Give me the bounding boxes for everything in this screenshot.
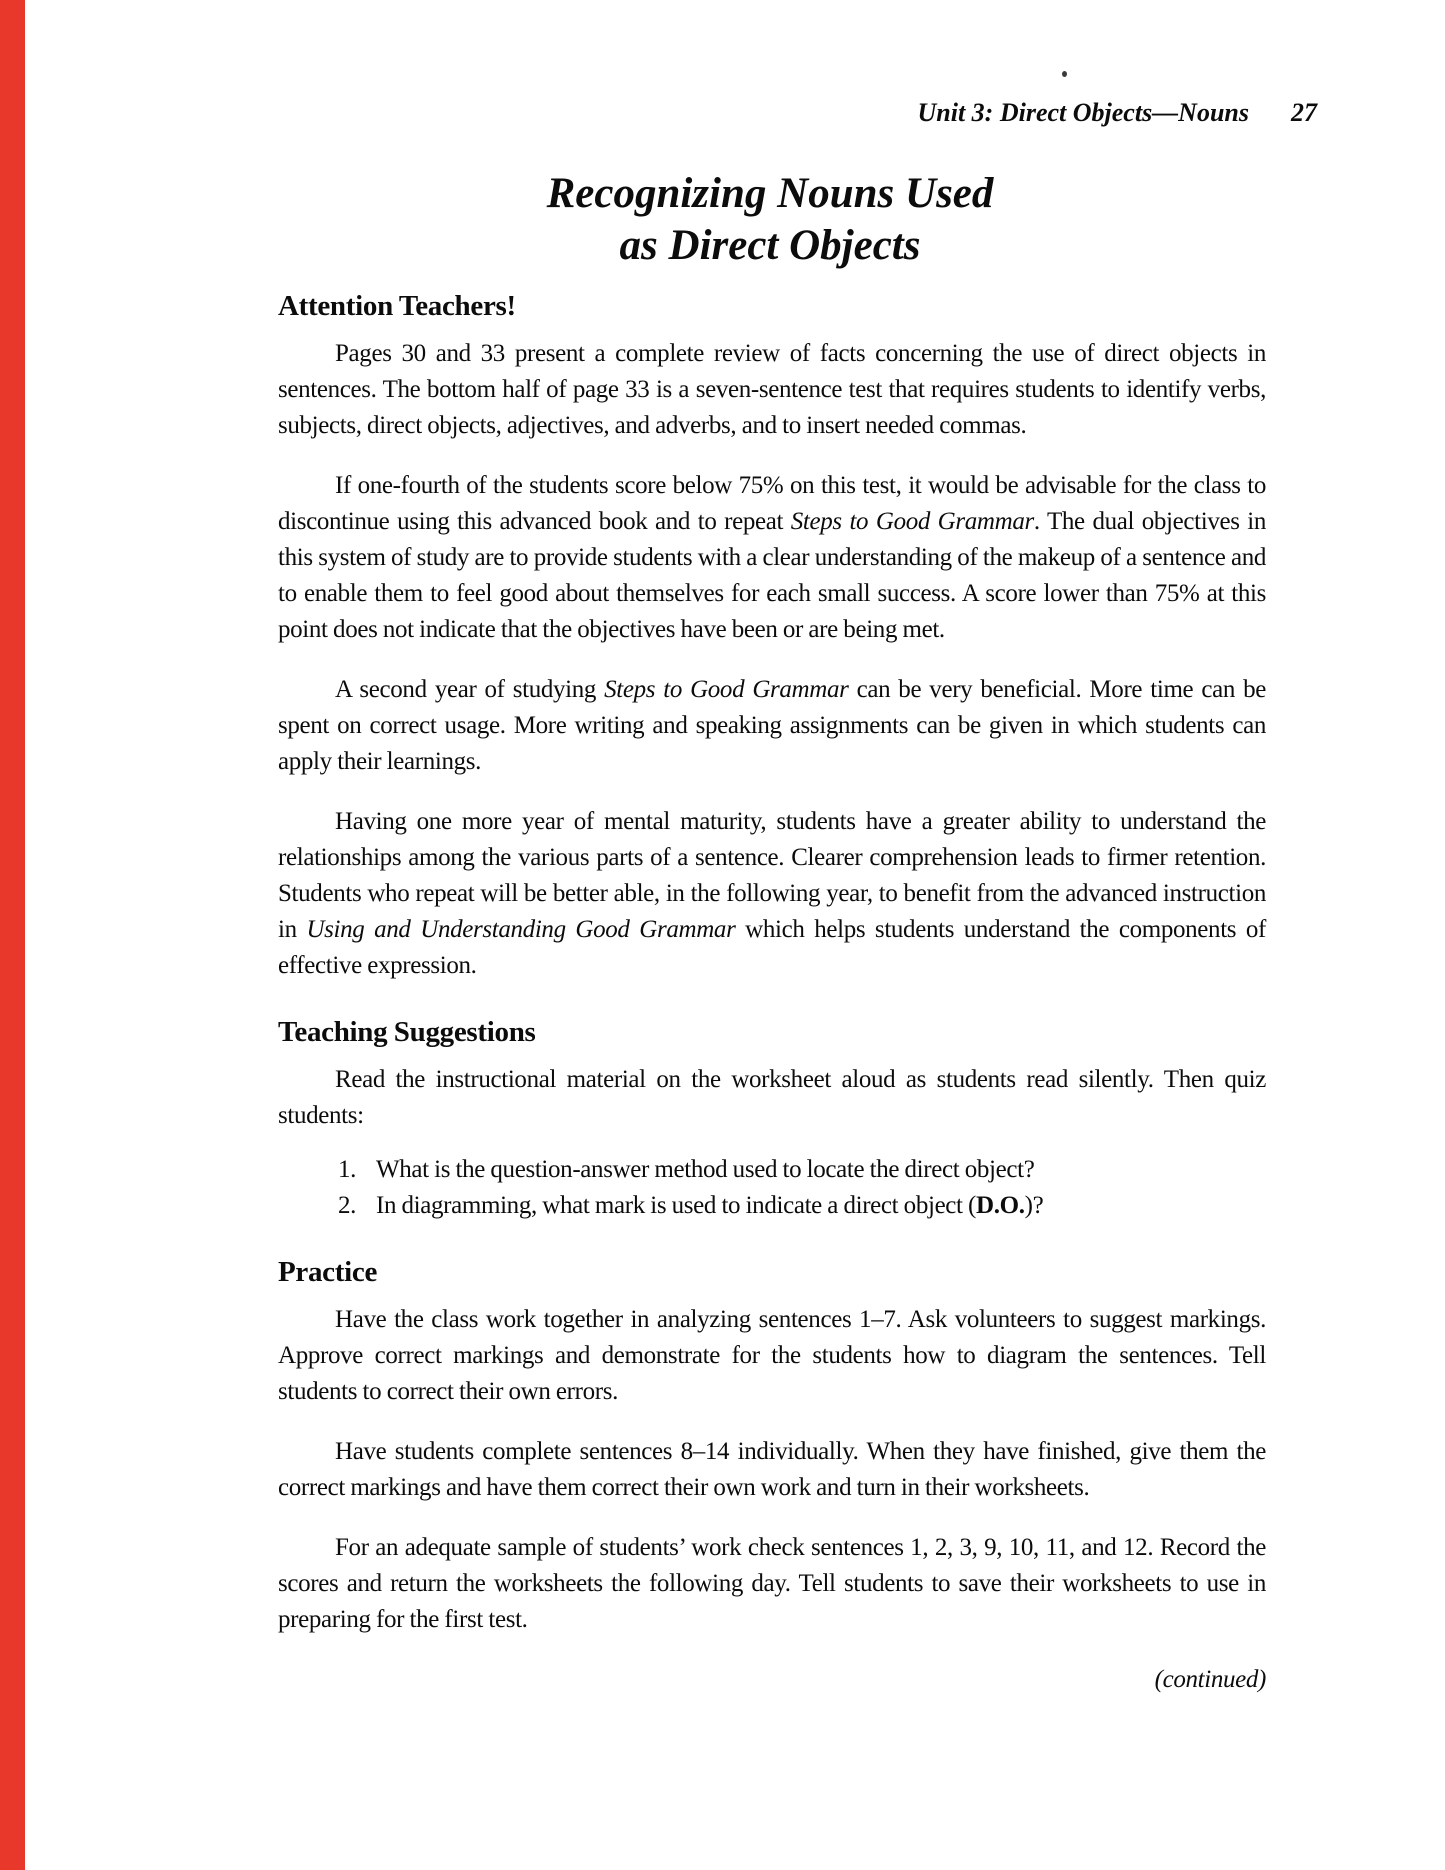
page-title	[278, 168, 1262, 271]
scan-edge-stripe	[0, 0, 25, 1870]
text-segment: Steps to Good Grammar	[790, 508, 1034, 535]
text-segment: D.O.	[976, 1192, 1025, 1219]
continued-note: (continued)	[1154, 1666, 1266, 1693]
text-segment: Pages 30 and 33 present a complete review of facts concerning the use of direct objects in sentences. The bottom half of page 33 is a seven-sentence test that requires students to identify verbs, subjects, direct objects, adjectives, and adverbs, and to insert needed commas.	[278, 340, 1266, 439]
page-title-line1: Recognizing Nouns Used	[546, 170, 994, 217]
text-segment: What is the question-answer method used to locate the direct object?	[376, 1156, 1035, 1183]
text-segment: Have students complete sentences 8–14 individually. When they have finished, give them the correct markings and have them correct their own work and turn in their worksheets.	[278, 1438, 1266, 1501]
paragraph-read-aloud	[278, 1062, 1266, 1134]
quiz-item-2-text	[376, 1188, 1043, 1224]
quiz-list	[338, 1152, 1266, 1224]
text-segment: A second year of studying	[335, 676, 605, 703]
quiz-item-1-number: 1.	[338, 1156, 357, 1183]
text-segment: In diagramming, what mark is used to indicate a direct object (	[376, 1192, 977, 1219]
page-number: 27	[1291, 98, 1317, 127]
paragraph-mental-maturity	[278, 804, 1266, 984]
text-segment: . The dual objectives in this system of study are to provide students with a clear understanding of the makeup of a sentence and to enable them to feel good about themselves for each small success. A score lower than 75% at this point does not indicate that the objectives have been or are being met.	[278, 508, 1267, 643]
section-heading-teaching-suggestions: Teaching Suggestions	[278, 1016, 536, 1048]
scan-dot-artifact	[1062, 71, 1067, 77]
text-segment: Having one more year of mental maturity, students have a greater ability to understand the relationships among the various parts of a sentence. Clearer comprehension leads to firmer retention. Students who repeat will be better able, in the following year, to benefit from the advanced instruction in	[278, 808, 1266, 943]
paragraph-complete-individually	[278, 1434, 1266, 1506]
running-header	[918, 98, 1318, 128]
text-segment: which helps students understand the components of effective expression.	[278, 916, 1267, 979]
paragraph-one-fourth-score	[278, 468, 1266, 648]
paragraph-adequate-sample	[278, 1530, 1266, 1638]
text-segment: can be very beneficial. More time can be spent on correct usage. More writing and speaking assignments can be given in which students can apply their learnings.	[278, 676, 1267, 775]
text-segment: )?	[1024, 1192, 1044, 1219]
section-heading-attention-teachers: Attention Teachers!	[278, 290, 516, 322]
page-content	[278, 288, 1266, 1698]
text-segment: If one-fourth of the students score below 75% on this test, it would be advisable for the class to discontinue using this advanced book and to repeat	[278, 472, 1266, 535]
text-segment: Read the instructional material on the worksheet aloud as students read silently. Then quiz students:	[278, 1066, 1266, 1129]
quiz-item-2-number: 2.	[338, 1192, 357, 1219]
paragraph-pages-review	[278, 336, 1266, 444]
quiz-item-1	[338, 1152, 1266, 1188]
paragraph-second-year	[278, 672, 1266, 780]
text-segment: Steps to Good Grammar	[604, 676, 849, 703]
running-title: Unit 3: Direct Objects—Nouns	[917, 98, 1249, 127]
page-title-line2: as Direct Objects	[619, 221, 921, 269]
quiz-item-1-text	[376, 1152, 1034, 1188]
section-heading-practice: Practice	[278, 1256, 378, 1288]
paragraph-class-work-together	[278, 1302, 1266, 1410]
text-segment: Have the class work together in analyzing sentences 1–7. Ask volunteers to suggest markings. Approve correct markings and demonstrate for the students how to diagram the sentences. Tell students to correct their own errors.	[278, 1306, 1266, 1405]
text-segment: For an adequate sample of students’ work check sentences 1, 2, 3, 9, 10, 11, and 12. Record the scores and return the worksheets the following day. Tell students to save their worksheets to use in preparing for the first test.	[278, 1534, 1266, 1633]
quiz-item-2	[338, 1188, 1266, 1224]
text-segment: Using and Understanding Good Grammar	[306, 916, 736, 943]
